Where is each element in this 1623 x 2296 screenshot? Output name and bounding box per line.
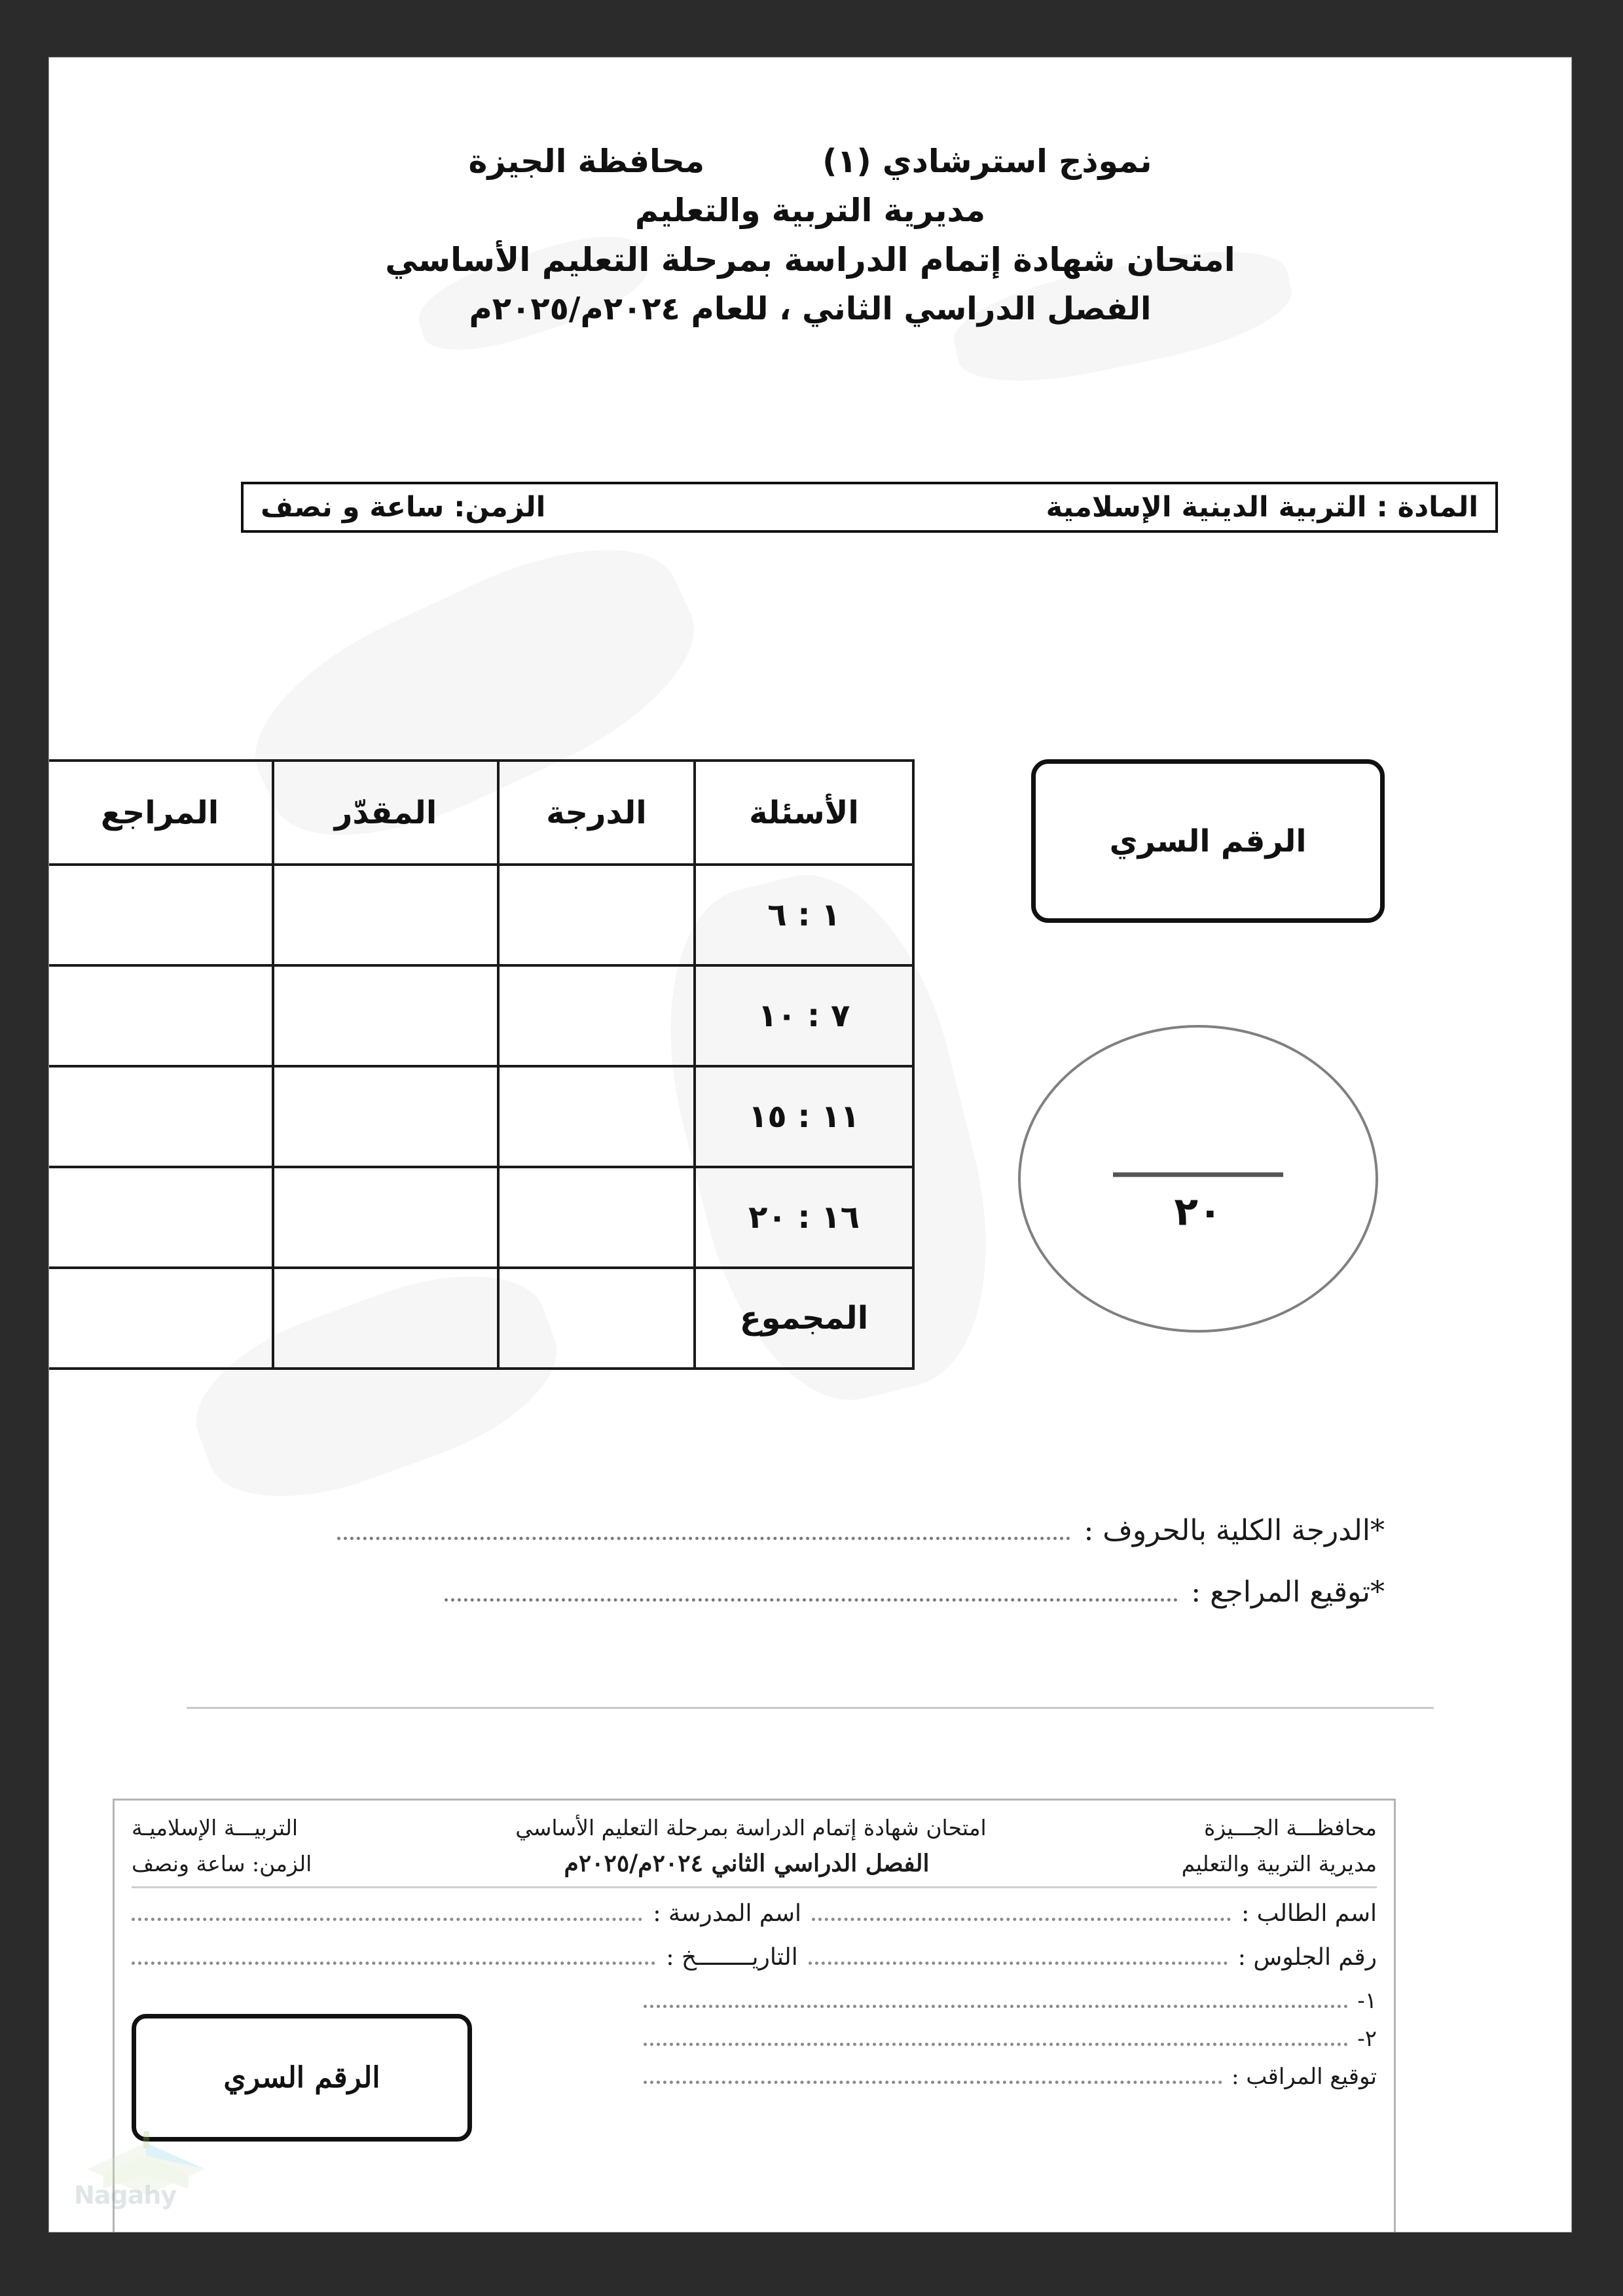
cell-grade[interactable] [498, 1066, 695, 1167]
cell-questions: ١ : ٦ [695, 865, 913, 965]
slip-subject: التربيـــة الإسلاميـة [132, 1815, 299, 1840]
date-input[interactable] [132, 1961, 655, 1965]
total-in-words-input[interactable] [337, 1536, 1070, 1540]
total-in-words-label: *الدرجة الكلية بالحروف : [1084, 1514, 1385, 1547]
total-mark-numerator[interactable] [1021, 1138, 1376, 1172]
cell-reviewer[interactable] [49, 1066, 273, 1167]
cell-estimator[interactable] [273, 1066, 498, 1167]
cell-questions: ١٦ : ٢٠ [695, 1167, 913, 1268]
secret-number-box[interactable] [1031, 759, 1385, 923]
date-label: التاريــــــــخ : [666, 1944, 798, 1971]
time-label: الزمن: ساعة و نصف [261, 491, 546, 524]
student-name-label: اسم الطالب : [1241, 1900, 1377, 1927]
column-header-grade: الدرجة [498, 761, 695, 865]
note-1-input[interactable] [644, 2004, 1348, 2008]
note-1-number: ١- [1357, 1988, 1377, 2014]
slip-divider [132, 1886, 1377, 1888]
cell-questions: ١١ : ١٥ [695, 1066, 913, 1167]
table-row [49, 965, 913, 1066]
cell-reviewer[interactable] [49, 1167, 273, 1268]
cell-grade[interactable] [498, 965, 695, 1066]
slip-note-item-1 [644, 1988, 1377, 2014]
secret-number-label: الرقم السري [1109, 823, 1307, 859]
slip-field-list [132, 1900, 1377, 2142]
cell-grade[interactable] [498, 1167, 695, 1268]
slip-time: الزمن: ساعة ونصف [132, 1851, 312, 1876]
total-mark-fraction [1021, 1138, 1376, 1234]
cell-estimator[interactable] [273, 865, 498, 965]
governorate-label: محافظة الجيزة [468, 143, 705, 180]
slip-secret-number-box[interactable] [132, 2014, 472, 2142]
section-divider [187, 1707, 1434, 1709]
school-name-input[interactable] [132, 1917, 642, 1921]
seat-number-label: رقم الجلوس : [1237, 1944, 1377, 1971]
slip-row-student-school [132, 1900, 1377, 1927]
cell-total-label: المجموع [695, 1268, 913, 1369]
slip-lower-section [132, 1988, 1377, 2142]
cell-reviewer[interactable] [49, 865, 273, 965]
cell-estimator[interactable] [273, 1167, 498, 1268]
slip-directorate: مديرية التربية والتعليم [1181, 1851, 1377, 1876]
column-header-questions: الأسئلة [695, 761, 913, 865]
table-header-row [49, 761, 913, 865]
slip-head-line-2 [132, 1850, 1377, 1877]
slip-row-seat-date [132, 1944, 1377, 1971]
cell-estimator[interactable] [273, 965, 498, 1066]
header-top-row [49, 143, 1571, 180]
slip-head-line-1 [132, 1815, 1377, 1840]
student-name-input[interactable] [812, 1917, 1231, 1921]
subject-label: المادة : التربية الدينية الإسلامية [1046, 491, 1478, 524]
detachable-slip [113, 1799, 1396, 2232]
note-2-number: ٢- [1357, 2026, 1377, 2052]
subject-time-bar [241, 482, 1498, 533]
total-mark-oval [1018, 1025, 1378, 1333]
table-row [49, 1066, 913, 1167]
slip-exam-title: امتحان شهادة إتمام الدراسة بمرحلة التعليم الأساسي [515, 1815, 987, 1840]
cell-reviewer[interactable] [49, 965, 273, 1066]
table-row [49, 1167, 913, 1268]
slip-notes-column [591, 1988, 1377, 2102]
observer-signature-input[interactable] [644, 2080, 1222, 2084]
cell-questions: ٧ : ١٠ [695, 965, 913, 1066]
cell-grade[interactable] [498, 865, 695, 965]
table-row-total [49, 1268, 913, 1369]
model-label: نموذج استرشادي (١) [822, 143, 1152, 180]
reviewer-signature-label: *توقيع المراجع : [1191, 1575, 1385, 1609]
cell-total-estimator[interactable] [273, 1268, 498, 1369]
slip-governorate: محافظـــة الجـــيزة [1203, 1815, 1377, 1840]
term-year-label: الفصل الدراسي الثاني ، للعام ٢٠٢٤م/٢٠٢٥م [469, 291, 1152, 327]
cell-total-grade[interactable] [498, 1268, 695, 1369]
table-row [49, 865, 913, 965]
observer-signature-label: توقيع المراقب : [1231, 2064, 1377, 2090]
footer-fields [121, 1514, 1385, 1637]
slip-term-year: الفصل الدراسي الثاني ٢٠٢٤م/٢٠٢٥م [564, 1850, 930, 1877]
column-header-estimator: المقدّر [273, 761, 498, 865]
document-header [49, 143, 1571, 327]
exam-title: امتحان شهادة إتمام الدراسة بمرحلة التعليم الأساسي [385, 241, 1235, 279]
note-2-input[interactable] [644, 2042, 1348, 2046]
exam-paper [49, 58, 1571, 2232]
slip-note-item-2 [644, 2026, 1377, 2052]
total-in-words-row [121, 1514, 1385, 1548]
slip-row-observer-signature [644, 2064, 1377, 2090]
directorate-label: مديرية التربية والتعليم [634, 192, 986, 229]
reviewer-signature-row [121, 1575, 1385, 1609]
reviewer-signature-input[interactable] [445, 1598, 1178, 1602]
watermark-brand: Nagahy [74, 2181, 177, 2210]
grading-table [49, 759, 915, 1370]
total-mark-denominator: ٢٠ [1174, 1189, 1222, 1235]
school-name-label: اسم المدرسة : [653, 1900, 802, 1927]
seat-number-input[interactable] [809, 1961, 1228, 1965]
fraction-bar [1113, 1172, 1283, 1177]
slip-secret-number-label: الرقم السري [223, 2061, 380, 2094]
cell-total-reviewer[interactable] [49, 1268, 273, 1369]
column-header-reviewer: المراجع [49, 761, 273, 865]
